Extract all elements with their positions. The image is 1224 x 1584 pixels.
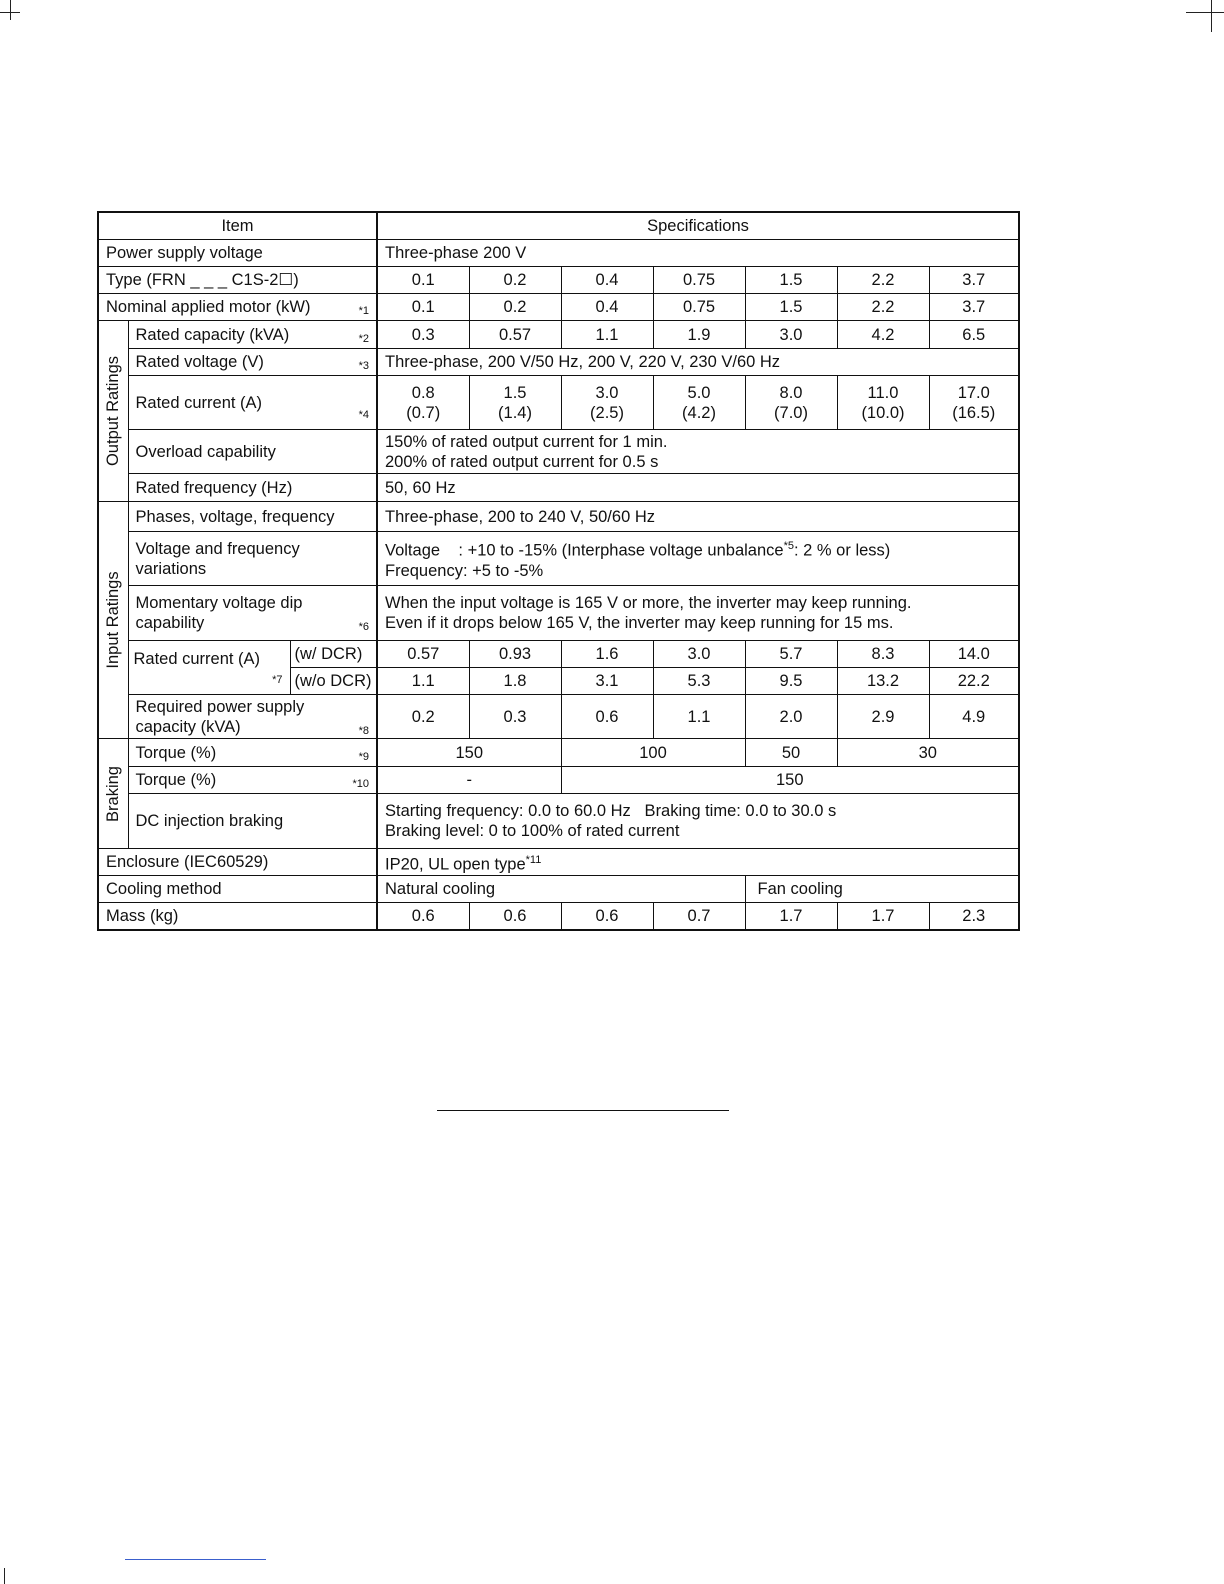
mass-value: 0.6 xyxy=(469,903,561,931)
type-value: 3.7 xyxy=(929,267,1019,294)
specifications-table xyxy=(97,211,1020,931)
mass-value: 1.7 xyxy=(837,903,929,931)
rated-voltage-value: Three-phase, 200 V/50 Hz, 200 V, 220 V, 230 V/60 Hz xyxy=(377,349,1019,376)
nominal-motor-value: 2.2 xyxy=(837,294,929,321)
overload-label: Overload capability xyxy=(128,430,377,474)
nominal-motor-value: 0.4 xyxy=(561,294,653,321)
rated-current-output-value: 17.0 (16.5) xyxy=(929,376,1019,430)
table-row xyxy=(98,502,1019,532)
rated-current-output-value: 1.5 (1.4) xyxy=(469,376,561,430)
table-row xyxy=(98,294,1019,321)
torque1-label: *9 Torque (%) xyxy=(128,739,377,767)
footnote-separator-line xyxy=(437,1110,729,1111)
mass-value: 2.3 xyxy=(929,903,1019,931)
without-dcr-value: 1.8 xyxy=(469,668,561,695)
phases-value: Three-phase, 200 to 240 V, 50/60 Hz xyxy=(377,502,1019,532)
enclosure-label: Enclosure (IEC60529) xyxy=(98,849,377,876)
dc-braking-label: DC injection braking xyxy=(128,794,377,849)
rated-capacity-value: 4.2 xyxy=(837,321,929,349)
nominal-motor-value: 3.7 xyxy=(929,294,1019,321)
output-ratings-category: Output Ratings xyxy=(98,321,128,502)
with-dcr-value: 3.0 xyxy=(653,641,745,668)
table-row xyxy=(98,641,1019,668)
required-capacity-value: 1.1 xyxy=(653,695,745,739)
torque1-value: 50 xyxy=(745,739,837,767)
dip-value: When the input voltage is 165 V or more, the inverter may keep running. Even if it drops below 165 V, the inverter may keep running for 15 ms. xyxy=(377,586,1019,641)
table-row xyxy=(98,903,1019,931)
power-supply-voltage-value: Three-phase 200 V xyxy=(377,240,1019,267)
rated-voltage-label: *3 Rated voltage (V) xyxy=(128,349,377,376)
without-dcr-value: 3.1 xyxy=(561,668,653,695)
mass-value: 1.7 xyxy=(745,903,837,931)
dip-label: Momentary voltage dip *6 capability xyxy=(128,586,377,641)
mass-value: 0.7 xyxy=(653,903,745,931)
input-ratings-category: Input Ratings xyxy=(98,502,128,739)
with-dcr-value: 1.6 xyxy=(561,641,653,668)
mass-value: 0.6 xyxy=(561,903,653,931)
torque2-label: *10 Torque (%) xyxy=(128,767,377,794)
header-item: Item xyxy=(98,212,377,240)
without-dcr-label: (w/o DCR) xyxy=(290,668,377,695)
nominal-motor-value: 1.5 xyxy=(745,294,837,321)
nominal-motor-label: *1 Nominal applied motor (kW) xyxy=(98,294,377,321)
footnote-marker: *1 xyxy=(358,305,369,317)
crop-mark xyxy=(1186,12,1224,13)
nominal-motor-value: 0.2 xyxy=(469,294,561,321)
type-label: Type (FRN _ _ _ C1S-2☐) xyxy=(98,267,377,294)
without-dcr-value: 13.2 xyxy=(837,668,929,695)
with-dcr-value: 0.93 xyxy=(469,641,561,668)
type-value: 0.4 xyxy=(561,267,653,294)
nominal-motor-value: 0.75 xyxy=(653,294,745,321)
without-dcr-value: 5.3 xyxy=(653,668,745,695)
required-capacity-value: 2.0 xyxy=(745,695,837,739)
enclosure-value: IP20, UL open type$^{*11}$ xyxy=(377,849,1019,876)
type-value: 2.2 xyxy=(837,267,929,294)
braking-category: Braking xyxy=(98,739,128,849)
variations-label: Voltage and frequency variations xyxy=(128,532,377,586)
rated-capacity-value: 1.1 xyxy=(561,321,653,349)
rated-capacity-value: 1.9 xyxy=(653,321,745,349)
without-dcr-value: 1.1 xyxy=(377,668,469,695)
torque2-value: 150 xyxy=(561,767,1019,794)
torque2-value: - xyxy=(377,767,561,794)
torque1-value: 100 xyxy=(561,739,745,767)
with-dcr-value: 0.57 xyxy=(377,641,469,668)
table-row xyxy=(98,430,1019,474)
phases-label: Phases, voltage, frequency xyxy=(128,502,377,532)
rated-current-output-value: 5.0 (4.2) xyxy=(653,376,745,430)
with-dcr-value: 14.0 xyxy=(929,641,1019,668)
crop-mark xyxy=(4,1568,5,1584)
required-capacity-value: 2.9 xyxy=(837,695,929,739)
overload-value: 150% of rated output current for 1 min. 200% of rated output current for 0.5 s xyxy=(377,430,1019,474)
variations-value: Voltage : +10 to -15% (Interphase voltage unbalance$^{*5}$: 2 % or less) Frequency: +5 to -5% xyxy=(377,532,1019,586)
type-value: 0.2 xyxy=(469,267,561,294)
table-row xyxy=(98,849,1019,876)
rated-current-output-value: 8.0 (7.0) xyxy=(745,376,837,430)
table-row xyxy=(98,794,1019,849)
cooling-natural: Natural cooling xyxy=(377,876,745,903)
rated-frequency-label: Rated frequency (Hz) xyxy=(128,474,377,502)
required-capacity-value: 4.9 xyxy=(929,695,1019,739)
table-row xyxy=(98,321,1019,349)
table-row xyxy=(98,586,1019,641)
type-value: 0.75 xyxy=(653,267,745,294)
mass-label: Mass (kg) xyxy=(98,903,377,931)
rated-capacity-label: *2 Rated capacity (kVA) xyxy=(128,321,377,349)
required-capacity-value: 0.2 xyxy=(377,695,469,739)
rated-capacity-value: 0.57 xyxy=(469,321,561,349)
torque1-value: 30 xyxy=(837,739,1019,767)
table-row xyxy=(98,474,1019,502)
nominal-motor-value: 0.1 xyxy=(377,294,469,321)
required-capacity-label: Required power supply *8 capacity (kVA) xyxy=(128,695,377,739)
link-underline xyxy=(125,1559,266,1560)
with-dcr-value: 8.3 xyxy=(837,641,929,668)
without-dcr-value: 22.2 xyxy=(929,668,1019,695)
required-capacity-value: 0.3 xyxy=(469,695,561,739)
mass-value: 0.6 xyxy=(377,903,469,931)
rated-current-input-label: Rated current (A) *7 xyxy=(128,641,290,695)
table-row xyxy=(98,532,1019,586)
rated-current-output-value: 11.0 (10.0) xyxy=(837,376,929,430)
table-row xyxy=(98,267,1019,294)
crop-mark xyxy=(1211,0,1212,32)
type-value: 1.5 xyxy=(745,267,837,294)
cooling-label: Cooling method xyxy=(98,876,377,903)
required-capacity-value: 0.6 xyxy=(561,695,653,739)
torque1-value: 150 xyxy=(377,739,561,767)
rated-capacity-value: 6.5 xyxy=(929,321,1019,349)
power-supply-voltage-label: Power supply voltage xyxy=(98,240,377,267)
with-dcr-label: (w/ DCR) xyxy=(290,641,377,668)
rated-current-output-value: 3.0 (2.5) xyxy=(561,376,653,430)
rated-current-output-label: *4 Rated current (A) xyxy=(128,376,377,430)
type-value: 0.1 xyxy=(377,267,469,294)
rated-frequency-value: 50, 60 Hz xyxy=(377,474,1019,502)
with-dcr-value: 5.7 xyxy=(745,641,837,668)
table-row xyxy=(98,349,1019,376)
table-row xyxy=(98,695,1019,739)
rated-capacity-value: 0.3 xyxy=(377,321,469,349)
dc-braking-value: Starting frequency: 0.0 to 60.0 Hz Braking time: 0.0 to 30.0 s Braking level: 0 to 100% of rated current xyxy=(377,794,1019,849)
table-row xyxy=(98,767,1019,794)
table-row xyxy=(98,739,1019,767)
table-row xyxy=(98,376,1019,430)
rated-current-output-value: 0.8 (0.7) xyxy=(377,376,469,430)
without-dcr-value: 9.5 xyxy=(745,668,837,695)
cooling-fan: Fan cooling xyxy=(745,876,1019,903)
table-row xyxy=(98,240,1019,267)
crop-mark xyxy=(10,0,11,20)
header-specifications: Specifications xyxy=(377,212,1019,240)
rated-capacity-value: 3.0 xyxy=(745,321,837,349)
table-row xyxy=(98,876,1019,903)
table-header-row xyxy=(98,212,1019,240)
